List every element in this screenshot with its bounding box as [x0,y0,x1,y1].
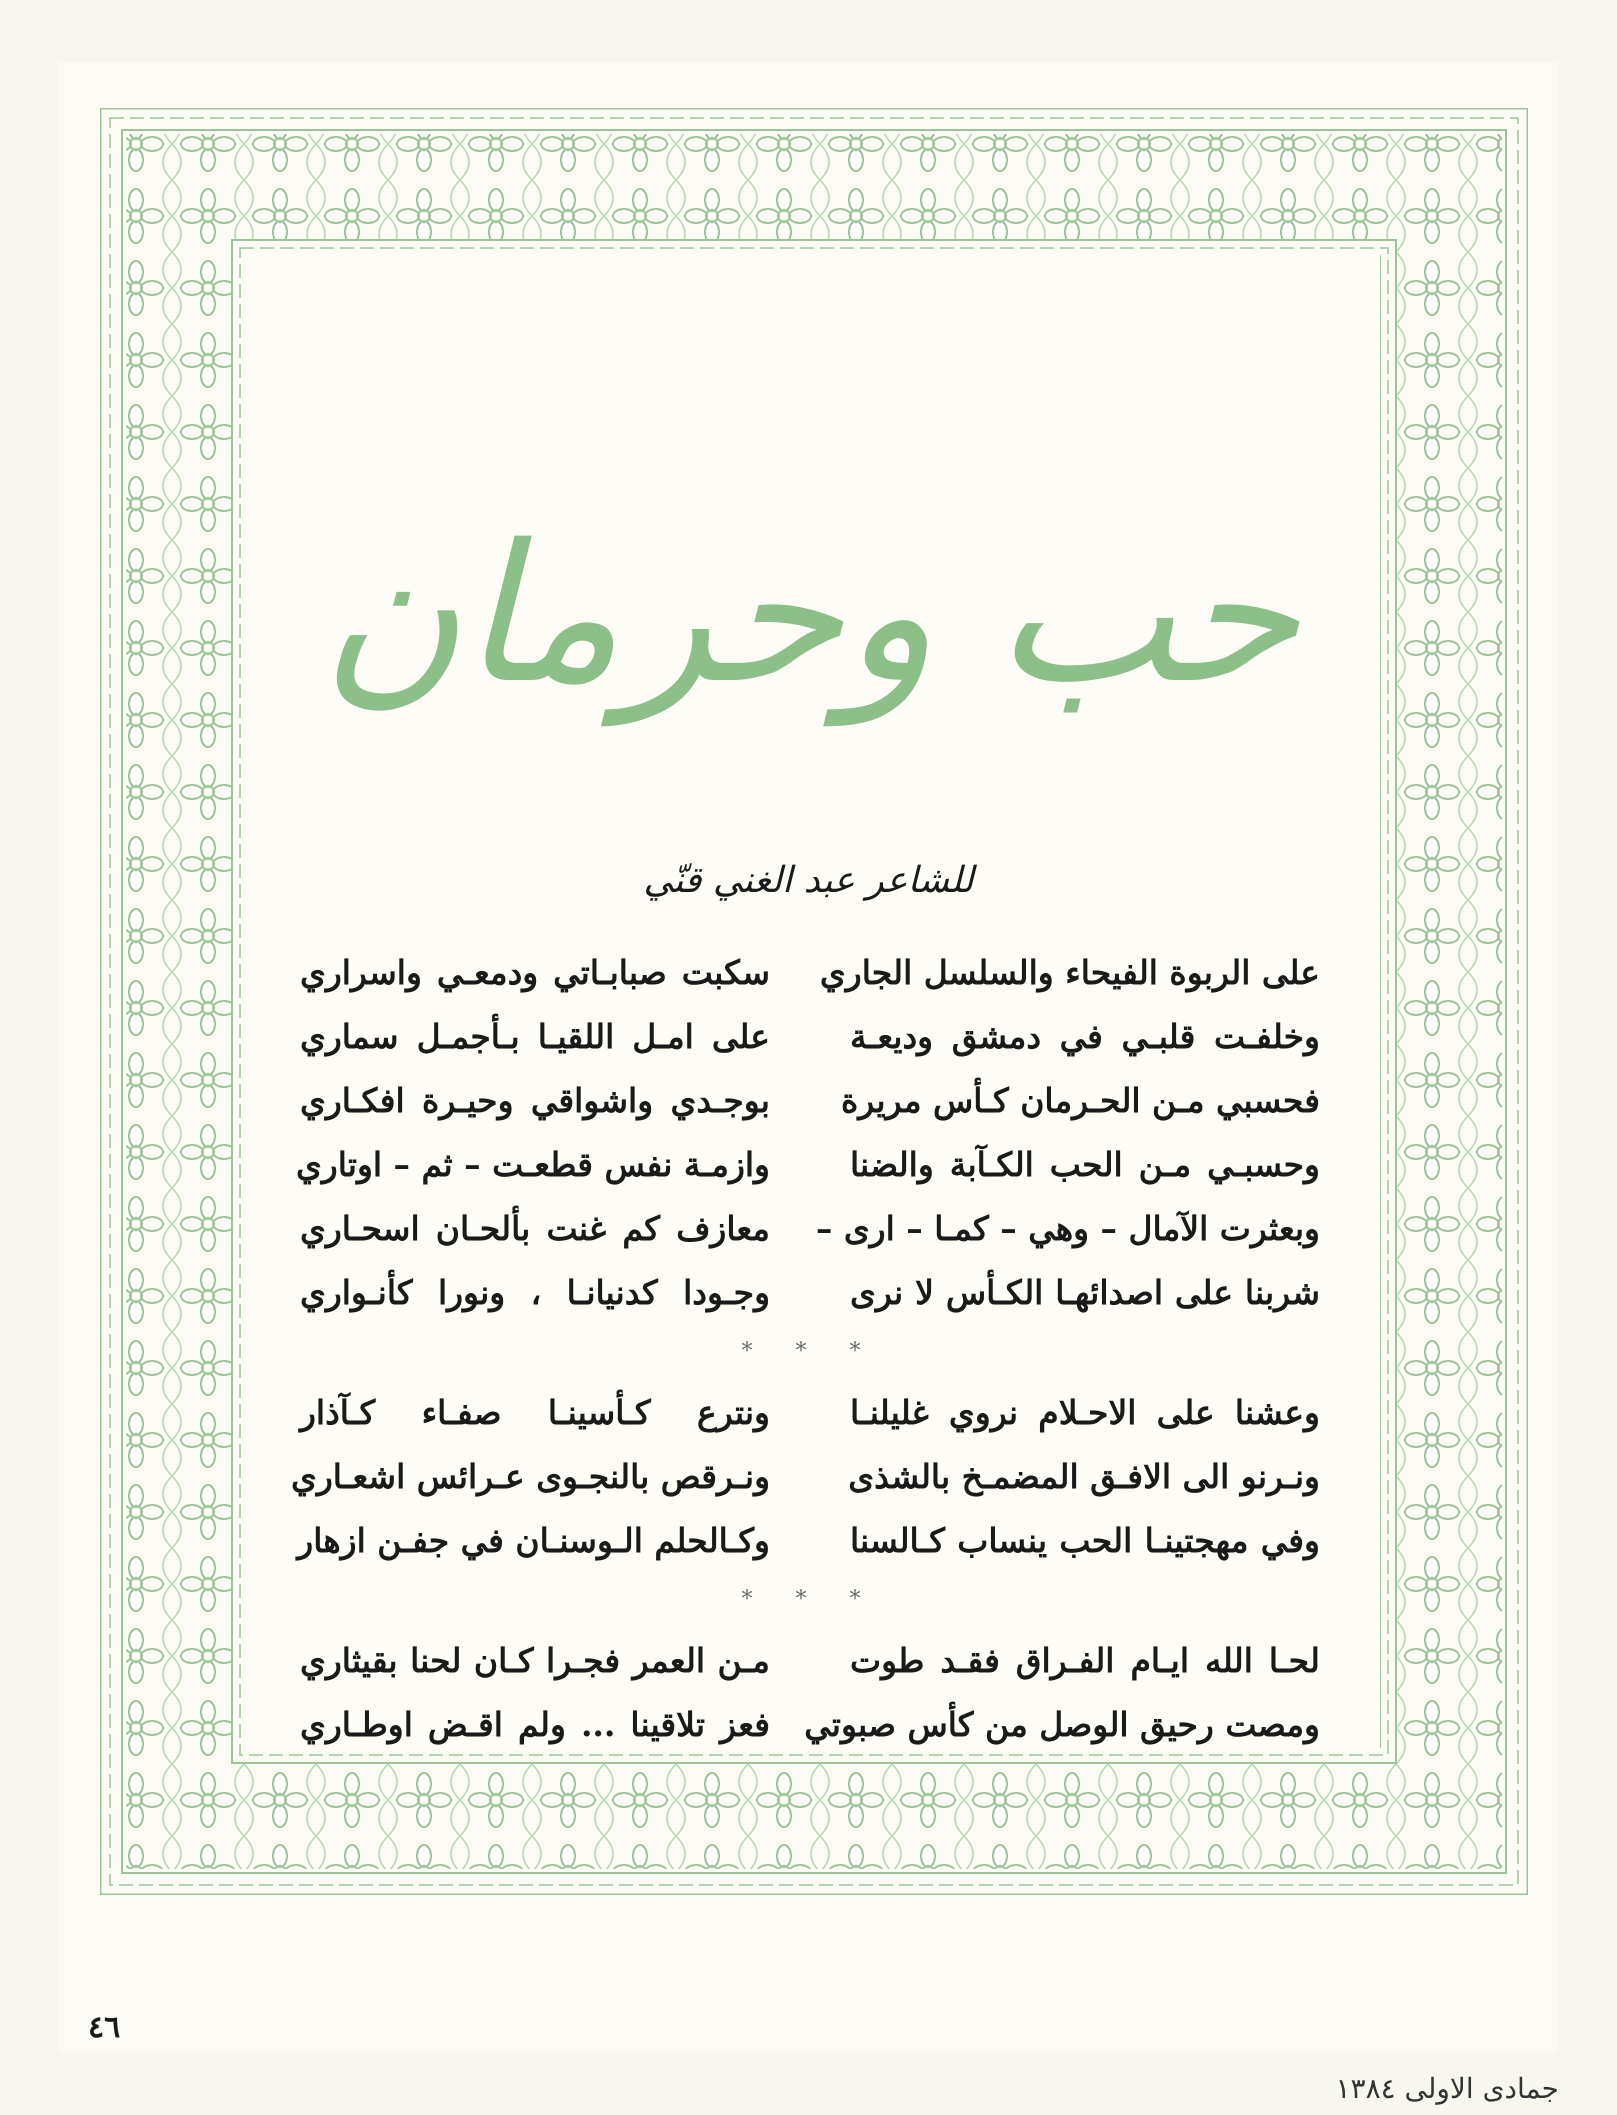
verse-second-hemistich: مـن العمر فجـرا كـان لحنا بقيثاري [300,1640,770,1680]
verse-second-hemistich: ونترع كـأسينـا صفـاء كـآذار [300,1392,770,1432]
verse-second-hemistich: فعز تلاقينا ... ولم اقـض اوطـاري [300,1704,770,1744]
verse-first-hemistich: ومصت رحيق الوصل من كأس صبوتي [804,1704,1320,1744]
verse-line [300,1380,1320,1444]
stanza-separator-2: * * * [741,1587,879,1612]
verse-line [300,1196,1320,1260]
verse-line [291,1444,1320,1508]
stanza-3 [300,1628,1320,1756]
verse-second-hemistich: معازف كم غنت بألحـان اسحـاري [300,1208,770,1248]
verse-second-hemistich: وازمـة نفس قطعـت – ثم – اوتاري [295,1144,770,1184]
verse-line [297,1508,1320,1572]
verse-second-hemistich: ونـرقص بالنجـوى عـرائس اشعـاري [291,1456,770,1496]
verse-line [300,1260,1320,1324]
verse-line [300,1068,1320,1132]
verse-first-hemistich: ونـرنو الى الافـق المضمـخ بالشذى [848,1456,1320,1496]
page-number: ٤٦ [88,2010,121,2045]
verse-line [300,940,1320,1004]
verse-first-hemistich: وبعثرت الآمال – وهي – كمـا – ارى – [815,1208,1320,1248]
verse-first-hemistich: شربنا على اصدائهـا الكـأس لا نرى [850,1272,1320,1312]
verse-first-hemistich: على الربوة الفيحاء والسلسل الجاري [819,952,1320,992]
verse-second-hemistich: على امـل اللقيـا بـأجمـل سماري [300,1016,770,1056]
verse-second-hemistich: بوجـدي واشواقي وحيـرة افكـاري [300,1080,770,1120]
title-text: حب وحرمان [321,504,1299,725]
stanza-1 [295,940,1320,1324]
stanza-separator-1: * * * [741,1339,879,1364]
verse-first-hemistich: وفي مهجتينـا الحب ينساب كـالسنا [850,1520,1320,1560]
verse-second-hemistich: وكـالحلم الـوسنـان في جفـن ازهار [297,1520,770,1560]
verse-line [300,1628,1320,1692]
verse-line [300,1692,1320,1756]
stanza-2 [291,1380,1320,1572]
verse-first-hemistich: لحـا الله ايـام الفـراق فقـد طوت [850,1640,1320,1680]
verse-first-hemistich: وحسبـي مـن الحب الكـآبة والضنا [850,1144,1320,1184]
verse-second-hemistich: وجـودا كدنيانـا ، ونورا كأنـواري [300,1272,770,1312]
verse-second-hemistich: سكبت صبابـاتي ودمعـي واسراري [300,952,770,992]
calligraphic-title [300,450,1320,770]
verse-first-hemistich: فحسبي مـن الحـرمان كـأس مريرة [840,1080,1320,1120]
verse-first-hemistich: وخلفـت قلبـي في دمشق وديعـة [850,1016,1320,1056]
verse-line [300,1004,1320,1068]
poet-byline: للشاعر عبد الغني قنّي [643,860,974,901]
verse-line [295,1132,1320,1196]
verse-first-hemistich: وعشنا على الاحـلام نروي غليلنـا [850,1392,1320,1432]
footer-date: جمادى الاولى ١٣٨٤ [1335,2072,1559,2105]
